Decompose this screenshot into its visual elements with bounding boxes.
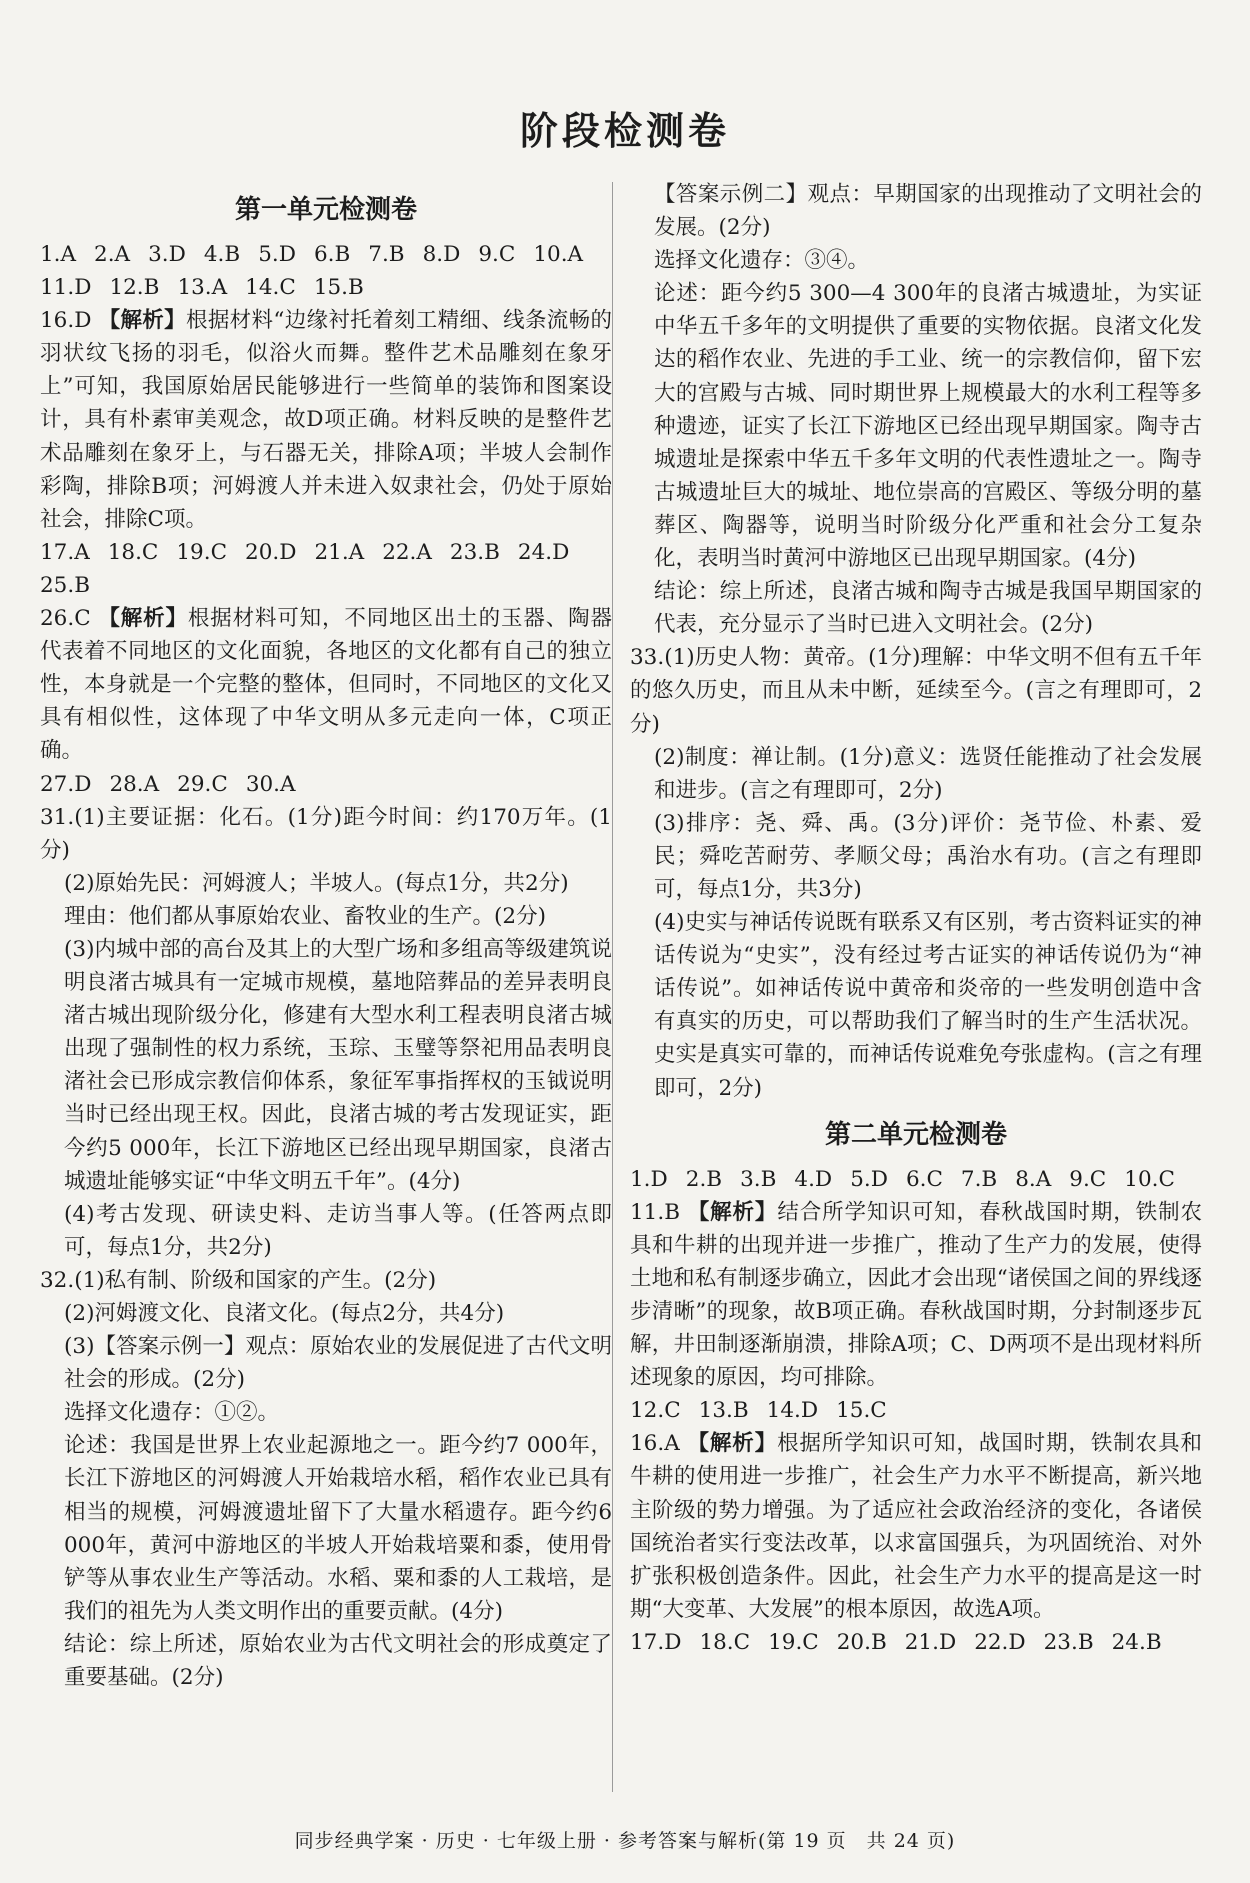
column-divider: [612, 182, 613, 1792]
left-column: [40, 186, 612, 1694]
answer-row: 27.D 28.A 29.C 30.A: [40, 771, 296, 797]
q11-analysis: 11.B 【解析】结合所学知识可知，春秋战国时期，铁制农具和牛耕的出现并进一步推广，推动了生产力的发展，使得土地和私有制逐步确立，因此才会出现“诸侯国之间的界线逐步清晰”的现象，故B项正确。春秋战国时期，分封制逐步瓦解，井田制逐渐崩溃，排除A项；C、D两项不是出现材料所述现象的原因，均可排除。: [630, 1199, 1202, 1391]
q32-example2-view: 【答案示例二】观点：早期国家的出现推动了文明社会的发展。(2分): [654, 182, 1202, 241]
q33-part3: (3)排序：尧、舜、禹。(3分)评价：尧节俭、朴素、爱民；舜吃苦耐劳、孝顺父母；禹治水有功。(言之有理即可，每点1分，共3分): [654, 810, 1202, 902]
q31-part2-b: 理由：他们都从事原始农业、畜牧业的生产。(2分): [64, 903, 546, 929]
right-column: [630, 178, 1202, 1659]
answer-row: 1.A 2.A 3.D 4.B 5.D 6.B 7.B 8.D 9.C 10.A: [40, 242, 584, 267]
page-footer: 同步经典学案 · 历史 · 七年级上册 · 参考答案与解析(第 19 页 共 24 页): [294, 1830, 956, 1852]
q31-part2-a: (2)原始先民：河姆渡人；半坡人。(每点1分，共2分): [64, 870, 569, 896]
q31-part4: (4)考古发现、研读史料、走访当事人等。(任答两点即可，每点1分，共2分): [64, 1201, 612, 1260]
q32-part3-selection: 选择文化遗存：①②。: [64, 1400, 280, 1426]
q32-part1: 32.(1)私有制、阶级和国家的产生。(2分): [40, 1267, 437, 1293]
q33-part2: (2)制度：禅让制。(1分)意义：选贤任能推动了社会发展和进步。(言之有理即可，2分): [654, 744, 1202, 803]
answer-row: 17.A 18.C 19.C 20.D 21.A 22.A 23.B 24.D: [40, 539, 570, 565]
q32-part3-conclusion: 结论：综上所述，原始农业为古代文明社会的形成奠定了重要基础。(2分): [64, 1631, 612, 1691]
q32-part3-argument: 论述：我国是世界上农业起源地之一。距今约7 000年，长江下游地区的河姆渡人开始栽培水稻，稻作农业已具有相当的规模，河姆渡遗址留下了大量水稻遗存。距今约6 000年，黄河中游地区的半坡人开始栽培粟和黍，使用骨铲等从事农业生产等活动。水稻、粟和黍的人工栽培，是我们的祖先为人类文明作出的重要贡献。(4分): [64, 1433, 612, 1624]
q16-analysis: 16.D 【解析】根据材料“边缘衬托着刻工精细、线条流畅的羽状纹飞扬的羽毛，似浴火而舞。整件艺术品雕刻在象牙上”可知，我国原始居民能够进行一些简单的装饰和图案设计，具有朴素审美观念，故D项正确。材料反映的是整件艺术品雕刻在象牙上，与石器无关，排除A项；半坡人会制作彩陶，排除B项；河姆渡人并未进入奴隶社会，仍处于原始社会，排除C项。: [40, 308, 612, 532]
answer-row: 17.D 18.C 19.C 20.B 21.D 22.D 23.B 24.B: [630, 1629, 1162, 1655]
unit2-title: 第二单元检测卷: [824, 1119, 1007, 1150]
q33-part4: (4)史实与神话传说既有联系又有区别，考古资料证实的神话传说为“史实”，没有经过考古证实的神话传说仍为“神话传说”。如神话传说中黄帝和炎帝的一些发明创造中含有真实的历史，可以帮助我们了解当时的生产生活状况。史实是真实可靠的，而神话传说难免夸张虚构。(言之有理即可，2分): [654, 910, 1202, 1101]
answer-row: 1.D 2.B 3.B 4.D 5.D 6.C 7.B 8.A 9.C 10.C: [630, 1166, 1175, 1192]
q16-analysis-unit2: 16.A 【解析】根据所学知识可知，战国时期，铁制农具和牛耕的使用进一步推广，社会生产力水平不断提高，新兴地主阶级的势力增强。为了适应社会政治经济的变化，各诸侯国统治者实行变法改革，以求富国强兵，为巩固统治、对外扩张积极创造条件。因此，社会生产力水平的提高是这一时期“大变革、大发展”的根本原因，故选A项。: [630, 1431, 1202, 1622]
q32-part2: (2)河姆渡文化、良渚文化。(每点2分，共4分): [64, 1301, 505, 1326]
q32-example2-selection: 选择文化遗存：③④。: [654, 248, 870, 274]
q31-part1: 31.(1)主要证据：化石。(1分)距今时间：约170万年。(1分): [40, 804, 612, 863]
q33-part1: 33.(1)历史人物：黄帝。(1分)理解：中华文明不但有五千年的悠久历史，而且从未中断，延续至今。(言之有理即可，2分): [630, 645, 1202, 737]
answer-row: 25.B: [40, 572, 90, 598]
q26-analysis: 26.C 【解析】根据材料可知，不同地区出土的玉器、陶器代表着不同地区的文化面貌，各地区的文化都有自己的独立性，本身就是一个完整的整体，但同时，不同地区的文化又具有相似性，这体现了中华文明从多元走向一体，C项正确。: [40, 606, 612, 764]
q32-example2-conclusion: 结论：综上所述，良渚古城和陶寺古城是我国早期国家的代表，充分显示了当时已进入文明社会。(2分): [654, 579, 1202, 638]
answer-row: 11.D 12.B 13.A 14.C 15.B: [40, 275, 364, 301]
unit1-title: 第一单元检测卷: [234, 195, 417, 225]
answer-row: 12.C 13.B 14.D 15.C: [630, 1398, 887, 1424]
page-title: 阶段检测卷: [519, 109, 730, 153]
q32-example2-argument: 论述：距今约5 300—4 300年的良渚古城遗址，为实证中华五千多年的文明提供了重要的实物依据。良渚文化发达的稻作农业、先进的手工业、统一的宗教信仰，留下宏大的宫殿与古城、同时期世界上规模最大的水利工程等多种遗迹，证实了长江下游地区已经出现早期国家。陶寺古城遗址是探索中华五千多年文明的代表性遗址之一。陶寺古城遗址巨大的城址、地位崇高的宫殿区、等级分明的墓葬区、陶器等，说明当时阶级分化严重和社会分工复杂化，表明当时黄河中游地区已出现早期国家。(4分): [654, 281, 1202, 572]
q32-part3-example1: (3)【答案示例一】观点：原始农业的发展促进了古代文明社会的形成。(2分): [64, 1334, 612, 1393]
q31-part3: (3)内城中部的高台及其上的大型广场和多组高等级建筑说明良渚古城具有一定城市规模，墓地陪葬品的差异表明良渚古城出现阶级分化，修建有大型水利工程表明良渚古城出现了强制性的权力系统，玉琮、玉璧等祭祀用品表明良渚社会已形成宗教信仰体系，象征军事指挥权的玉钺说明当时已经出现王权。因此，良渚古城的考古发现证实，距今约5 000年，长江下游地区已经出现早期国家，良渚古城遗址能够实证“中华文明五千年”。(4分): [64, 936, 612, 1194]
